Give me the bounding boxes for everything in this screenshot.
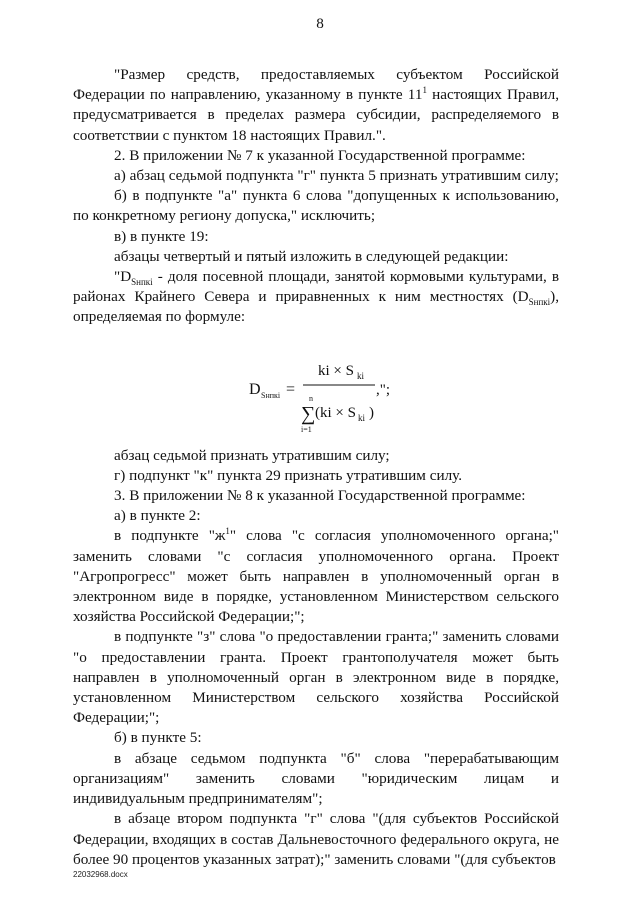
subscript-dsnpki-2: Sнпкi [528, 297, 551, 308]
paragraph-15: в абзаце седьмом подпункта "б" слова "перерабатывающим организациям" заменить словами "юридическим лицам и индивидуальным предпринимателям"; [73, 749, 559, 808]
paragraph-9: г) подпункт "к" пункта 29 признать утратившим силу. [114, 466, 463, 484]
paragraph-1-text: "Размер средств, предоставляемых субъектом Российской Федерации по направлению, указанному в пункте 11 [73, 66, 559, 104]
paragraph-1 [73, 65, 559, 146]
paragraph-4: б) в подпункте "а" пункта 6 слова "допущенных к использованию, по конкретному региону допуска," исключить; [73, 187, 559, 225]
formula-denominator: (ki × S [315, 404, 356, 421]
sum-symbol: ∑ [301, 402, 316, 425]
paragraph-12 [73, 526, 559, 627]
paragraph-2: 2. В приложении № 7 к указанной Государственной программе: [114, 146, 526, 164]
paragraph-16: в абзаце втором подпункта "г" слова "(для субъектов Российской Федерации, входящих в состав Дальневосточного федерального округа, не более 90 процентов указанных затрат);" заменить словами "(для субъектов [73, 810, 559, 868]
paragraph-1-tail: настоящих Правил, предусматривается в пределах размера субсидии, распределяемого в соответствии с пунктом 18 настоящих Правил.". [73, 86, 559, 144]
paragraph-3: а) абзац седьмой подпункта "г" пункта 5 признать утратившим силу; [114, 167, 559, 185]
subscript-dsnpki: Sнпкi [131, 277, 153, 288]
formula-lhs: D [249, 380, 261, 398]
sum-upper-limit: n [309, 393, 313, 403]
paragraph-8: абзац седьмой признать утратившим силу; [114, 446, 390, 464]
paragraph-5: в) в пункте 19: [114, 227, 209, 245]
paragraph-12-rest: " слова "с согласия уполномоченного органа;" заменить словами "с согласия уполномоченного органа. Проект "Агропрогресс" может быть направлен в уполномоченный орган в электронном виде в порядке, установленном Министерством сельского хозяйства Российской Федерации;"; [73, 527, 559, 626]
paragraph-7-start: "D [114, 268, 132, 286]
formula-equals: = [286, 380, 296, 398]
paragraph-7-mid: - доля посевной площади, занятой кормовыми культурами, в районах Крайнего Севера и приравненных к ним местностях (D [73, 268, 559, 306]
superscript-zh1: 1 [225, 526, 230, 537]
page-number: 8 [316, 15, 324, 32]
formula-denominator-sub: ki [358, 412, 366, 423]
document-body [73, 65, 559, 870]
formula-tail: ,"; [376, 381, 391, 398]
paragraph-6: абзацы четвертый и пятый изложить в следующей редакции: [114, 247, 509, 265]
formula [73, 342, 559, 438]
formula-lhs-sub: Sнпкi [261, 390, 281, 400]
paragraph-11: а) в пункте 2: [114, 507, 201, 525]
paragraph-14: б) в пункте 5: [114, 729, 202, 747]
formula-numerator: ki × S [318, 362, 354, 379]
formula-denominator-close: ) [369, 404, 374, 421]
superscript-1: 1 [422, 85, 427, 96]
paragraph-7 [73, 267, 559, 328]
formula-svg [73, 342, 559, 438]
formula-numerator-sub: ki [357, 370, 365, 381]
paragraph-10: 3. В приложении № 8 к указанной Государственной программе: [114, 487, 526, 505]
footer-filename: 22032968.docx [73, 870, 128, 879]
paragraph-12-start: в подпункте "ж [114, 527, 226, 545]
paragraph-7-end: ), определяемая по формуле: [73, 288, 559, 326]
paragraph-13: в подпункте "з" слова "о предоставлении гранта;" заменить словами "о предоставлении гранта. Проект грантополучателя может быть направлен в уполномоченный орган в электронном виде в порядке, установленном Министерством сельского хозяйства Российской Федерации;"; [73, 628, 559, 727]
sum-lower-limit: i=1 [301, 424, 312, 434]
